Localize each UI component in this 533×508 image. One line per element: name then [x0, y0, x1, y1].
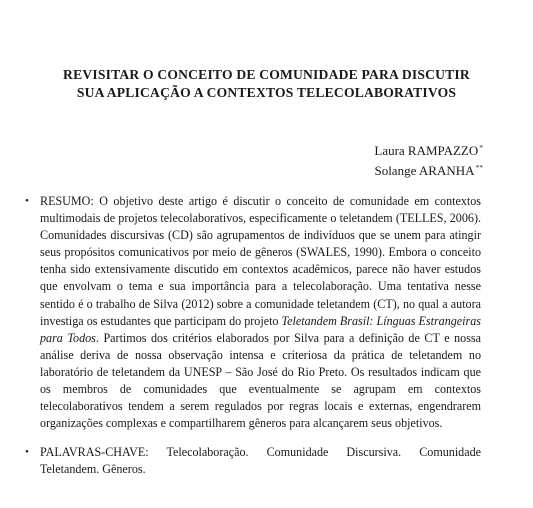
author-name: Solange ARANHA — [374, 163, 475, 178]
bullet-icon: • — [25, 446, 29, 458]
title-line-1: REVISITAR O CONCEITO DE COMUNIDADE PARA DISCUTIR — [63, 67, 470, 82]
keywords-text: Telecolaboração. Comunidade Discursiva. Comunidade Teletandem. Gêneros. — [40, 445, 482, 477]
abstract-label: RESUMO: — [40, 194, 94, 208]
title-line-2: SUA APLICAÇÃO A CONTEXTOS TELECOLABORATIVOS — [76, 84, 457, 100]
keywords-section — [25, 444, 482, 478]
author-footnote-mark: * — [479, 143, 483, 152]
abstract-text-continued: . Partimos dos critérios elaborados por Silva para a definição de CT e nossa análise deriva de nossa observação intensa e criteriosa da prática de teletandem no laboratório de teletandem da UNESP – São José do Rio Preto. Os resultados indicam que os membros de comunidades que eventualmente se agrupam em contextos telecolaborativos tendem a serem regulados por regras locais e externas, engendrarem organizações complexas e compartilharem gêneros para alcançarem seus objetivos. — [40, 330, 481, 431]
author-name: Laura RAMPAZZO — [374, 143, 479, 158]
author-footnote-mark: ** — [475, 163, 483, 172]
article-title — [20, 66, 513, 101]
bullet-icon: • — [25, 195, 29, 207]
keywords-label: PALAVRAS-CHAVE: — [40, 445, 149, 459]
author-1 — [374, 139, 483, 159]
abstract-text: O objetivo deste artigo é discutir o conceito de comunidade em contextos multimodais de projetos telecolaborativos, especificamente o teletandem (TELLES, 2006). Comunidades discursivas (CD) são agrupamentos de indivíduos que se unem para atingir seus propósitos comunicativos por meio de gêneros (SWALES, 1990). Embora o conceito tenha sido extensivamente discutido em contextos acadêmicos, parece não haver estudos que envolvam o tema e sua importância para a telecolaboração. Uma tentativa nesse sentido é o trabalho de Silva (2012) sobre a comunidade teletandem (CT), no qual a autora investiga os estudantes que participam do projeto — [40, 194, 482, 328]
abstract-section — [25, 193, 482, 432]
author-2 — [374, 159, 483, 179]
author-list — [374, 139, 483, 179]
project-name: Teletandem Brasil: Línguas Estrangeiras para Todos — [40, 313, 481, 345]
